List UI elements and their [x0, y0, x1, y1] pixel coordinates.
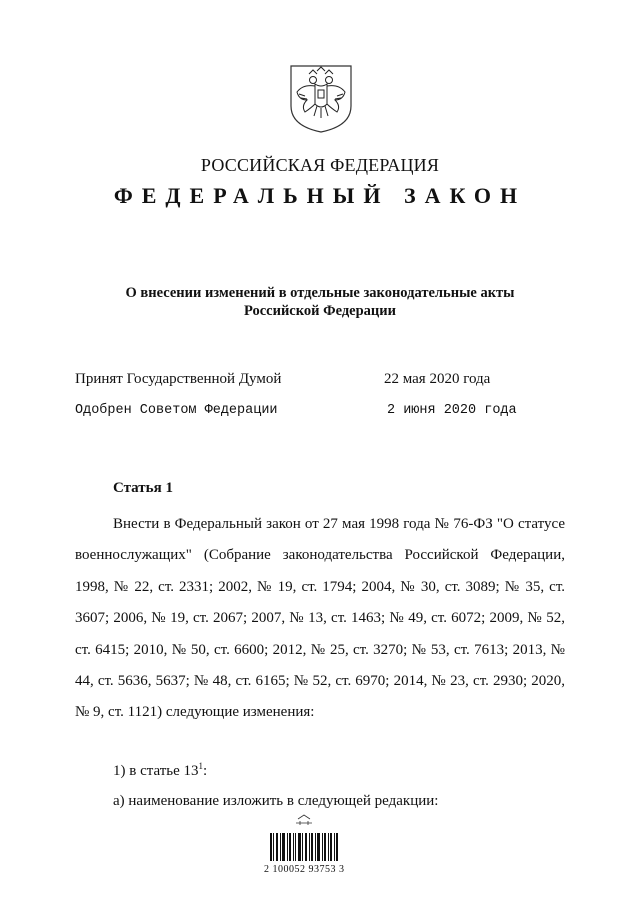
article-item-1-text: 1) в статье 13: [113, 763, 199, 779]
coat-of-arms-emblem: [287, 62, 355, 134]
duma-adoption-date: 22 мая 2020 года: [384, 371, 491, 387]
article-heading: Статья 1: [113, 480, 173, 496]
council-approval-date: 2 июня 2020 года: [387, 403, 517, 418]
article-item-1-superscript: 1: [198, 761, 204, 771]
law-title-line-1: О внесении изменений в отдельные законодательные акты: [125, 285, 515, 301]
document-type: ФЕДЕРАЛЬНЫЙ ЗАКОН: [113, 183, 527, 208]
article-paragraph: Внести в Федеральный закон от 27 мая 1998 года № 76-ФЗ "О статусе военнослужащих" (Собрание законодательства Российской Федерации, 1998, № 22, ст. 2331; 2002, № 19, ст. 1794; 2004, № 30, ст. 3089; № 35, ст. 3607; 2006, № 19, ст. 2067; 2007, № 13, ст. 1463; № 49, ст. 6072; 2009, № 52, ст. 6415; 2010, № 50, ст. 6600; 2012, № 25, ст. 3270; № 53, ст. 7613; 2013, № 44, ст. 5636, 5637; № 48, ст. 6165; № 52, ст. 6970; 2014, № 23, ст. 2930; 2020, № 9, ст. 1121) следующие изменения:: [75, 516, 565, 721]
article-body: [75, 509, 565, 729]
law-title: [60, 284, 580, 320]
barcode-number: 2 100052 93753 3: [264, 864, 345, 875]
law-title-line-2: Российской Федерации: [243, 303, 396, 319]
article-item-1-colon: :: [203, 763, 208, 779]
duma-adoption-label: Принят Государственной Думой: [75, 371, 282, 387]
article-item-a: а) наименование изложить в следующей редакции:: [113, 793, 439, 809]
article-item-1: [113, 761, 207, 780]
registration-mark-icon: [296, 815, 312, 825]
council-approval-label: Одобрен Советом Федерации: [75, 403, 278, 418]
country-name: РОССИЙСКАЯ ФЕДЕРАЦИЯ: [200, 155, 440, 175]
barcode-icon: [270, 833, 338, 861]
